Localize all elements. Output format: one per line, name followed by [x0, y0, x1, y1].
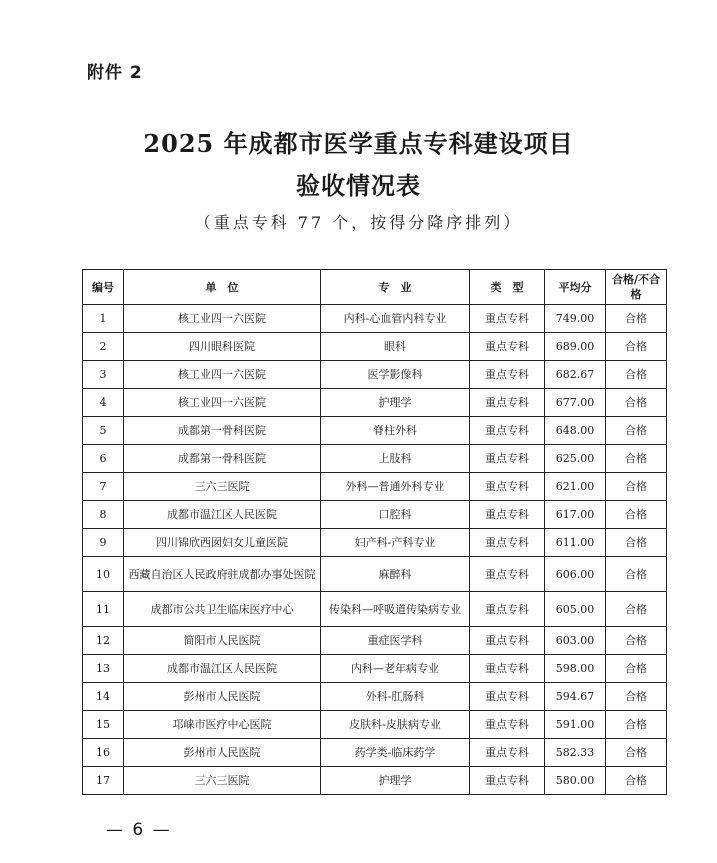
cell-no: 5: [83, 417, 124, 445]
cell-type: 重点专科: [470, 683, 545, 711]
cell-score: 682.67: [545, 361, 606, 389]
cell-score: 621.00: [545, 473, 606, 501]
cell-unit: 西藏自治区人民政府驻成都办事处医院: [124, 557, 321, 592]
table-row: [83, 711, 667, 739]
table-body: [83, 305, 667, 795]
cell-result: 合格: [606, 445, 667, 473]
cell-result: 合格: [606, 417, 667, 445]
cell-result: 合格: [606, 333, 667, 361]
cell-result: 合格: [606, 739, 667, 767]
cell-specialty: 外科—普通外科专业: [321, 473, 470, 501]
cell-score: 582.33: [545, 739, 606, 767]
cell-type: 重点专科: [470, 333, 545, 361]
cell-result: 合格: [606, 683, 667, 711]
cell-specialty: 重症医学科: [321, 627, 470, 655]
table-row: [83, 557, 667, 592]
cell-type: 重点专科: [470, 767, 545, 795]
cell-type: 重点专科: [470, 655, 545, 683]
cell-no: 17: [83, 767, 124, 795]
page-title: 2025 年成都市医学重点专科建设项目: [143, 129, 574, 158]
cell-specialty: 内科—老年病专业: [321, 655, 470, 683]
cell-type: 重点专科: [470, 592, 545, 627]
table-row: [83, 767, 667, 795]
cell-result: 合格: [606, 529, 667, 557]
cell-unit: 成都市公共卫生临床医疗中心: [124, 592, 321, 627]
cell-specialty: 脊柱外科: [321, 417, 470, 445]
cell-unit: 四川眼科医院: [124, 333, 321, 361]
table-row: [83, 501, 667, 529]
cell-no: 6: [83, 445, 124, 473]
cell-unit: 彭州市人民医院: [124, 739, 321, 767]
cell-specialty: 传染科—呼吸道传染病专业: [321, 592, 470, 627]
cell-unit: 核工业四一六医院: [124, 389, 321, 417]
cell-score: 689.00: [545, 333, 606, 361]
cell-score: 648.00: [545, 417, 606, 445]
header-no: 编号: [83, 270, 124, 305]
table-row: [83, 473, 667, 501]
header-type: 类 型: [470, 270, 545, 305]
cell-unit: 核工业四一六医院: [124, 361, 321, 389]
cell-type: 重点专科: [470, 627, 545, 655]
cell-score: 749.00: [545, 305, 606, 333]
cell-no: 13: [83, 655, 124, 683]
cell-specialty: 麻醉科: [321, 557, 470, 592]
table-row: [83, 683, 667, 711]
attachment-label: 附件 2: [87, 63, 143, 83]
cell-unit: 成都第一骨科医院: [124, 445, 321, 473]
cell-no: 7: [83, 473, 124, 501]
acceptance-table: [82, 269, 667, 795]
table-header-row: [83, 270, 667, 305]
page-title-line2: 验收情况表: [296, 171, 421, 200]
cell-score: 580.00: [545, 767, 606, 795]
cell-result: 合格: [606, 767, 667, 795]
cell-specialty: 护理学: [321, 389, 470, 417]
cell-unit: 彭州市人民医院: [124, 683, 321, 711]
cell-score: 598.00: [545, 655, 606, 683]
cell-type: 重点专科: [470, 739, 545, 767]
cell-score: 591.00: [545, 711, 606, 739]
table-row: [83, 627, 667, 655]
cell-specialty: 眼科: [321, 333, 470, 361]
cell-result: 合格: [606, 305, 667, 333]
cell-type: 重点专科: [470, 417, 545, 445]
cell-unit: 核工业四一六医院: [124, 305, 321, 333]
table-row: [83, 529, 667, 557]
cell-score: 611.00: [545, 529, 606, 557]
page-subtitle: （重点专科 77 个，按得分降序排列）: [194, 213, 523, 232]
cell-specialty: 皮肤科-皮肤病专业: [321, 711, 470, 739]
header-result: 合格/不合格: [606, 270, 667, 305]
cell-no: 8: [83, 501, 124, 529]
cell-type: 重点专科: [470, 305, 545, 333]
table-row: [83, 739, 667, 767]
cell-result: 合格: [606, 711, 667, 739]
table-row: [83, 333, 667, 361]
cell-specialty: 上肢科: [321, 445, 470, 473]
cell-no: 10: [83, 557, 124, 592]
cell-unit: 四川锦欣西囡妇女儿童医院: [124, 529, 321, 557]
cell-result: 合格: [606, 557, 667, 592]
cell-unit: 成都市温江区人民医院: [124, 501, 321, 529]
cell-specialty: 内科-心血管内科专业: [321, 305, 470, 333]
table-row: [83, 592, 667, 627]
cell-score: 677.00: [545, 389, 606, 417]
cell-result: 合格: [606, 592, 667, 627]
cell-unit: 成都第一骨科医院: [124, 417, 321, 445]
cell-result: 合格: [606, 361, 667, 389]
cell-score: 605.00: [545, 592, 606, 627]
cell-unit: 三六三医院: [124, 473, 321, 501]
cell-unit: 简阳市人民医院: [124, 627, 321, 655]
cell-type: 重点专科: [470, 445, 545, 473]
cell-specialty: 口腔科: [321, 501, 470, 529]
table-row: [83, 305, 667, 333]
cell-result: 合格: [606, 655, 667, 683]
cell-no: 14: [83, 683, 124, 711]
cell-score: 625.00: [545, 445, 606, 473]
table-row: [83, 389, 667, 417]
cell-score: 606.00: [545, 557, 606, 592]
table-row: [83, 417, 667, 445]
cell-score: 594.67: [545, 683, 606, 711]
cell-unit: 邛崃市医疗中心医院: [124, 711, 321, 739]
cell-specialty: 外科-肛肠科: [321, 683, 470, 711]
cell-specialty: 妇产科-产科专业: [321, 529, 470, 557]
cell-type: 重点专科: [470, 501, 545, 529]
cell-result: 合格: [606, 473, 667, 501]
cell-no: 16: [83, 739, 124, 767]
cell-no: 1: [83, 305, 124, 333]
header-unit: 单 位: [124, 270, 321, 305]
cell-no: 4: [83, 389, 124, 417]
cell-no: 11: [83, 592, 124, 627]
cell-score: 603.00: [545, 627, 606, 655]
cell-no: 2: [83, 333, 124, 361]
cell-type: 重点专科: [470, 529, 545, 557]
table-row: [83, 445, 667, 473]
cell-no: 9: [83, 529, 124, 557]
cell-no: 3: [83, 361, 124, 389]
cell-type: 重点专科: [470, 389, 545, 417]
cell-type: 重点专科: [470, 473, 545, 501]
table-row: [83, 361, 667, 389]
cell-unit: 三六三医院: [124, 767, 321, 795]
table-row: [83, 655, 667, 683]
cell-score: 617.00: [545, 501, 606, 529]
cell-type: 重点专科: [470, 711, 545, 739]
cell-result: 合格: [606, 389, 667, 417]
cell-unit: 成都市温江区人民医院: [124, 655, 321, 683]
cell-type: 重点专科: [470, 361, 545, 389]
cell-result: 合格: [606, 627, 667, 655]
header-score: 平均分: [545, 270, 606, 305]
cell-type: 重点专科: [470, 557, 545, 592]
cell-specialty: 护理学: [321, 767, 470, 795]
cell-specialty: 医学影像科: [321, 361, 470, 389]
cell-no: 12: [83, 627, 124, 655]
header-specialty: 专 业: [321, 270, 470, 305]
page-number: — 6 —: [106, 820, 172, 840]
cell-result: 合格: [606, 501, 667, 529]
cell-no: 15: [83, 711, 124, 739]
cell-specialty: 药学类-临床药学: [321, 739, 470, 767]
